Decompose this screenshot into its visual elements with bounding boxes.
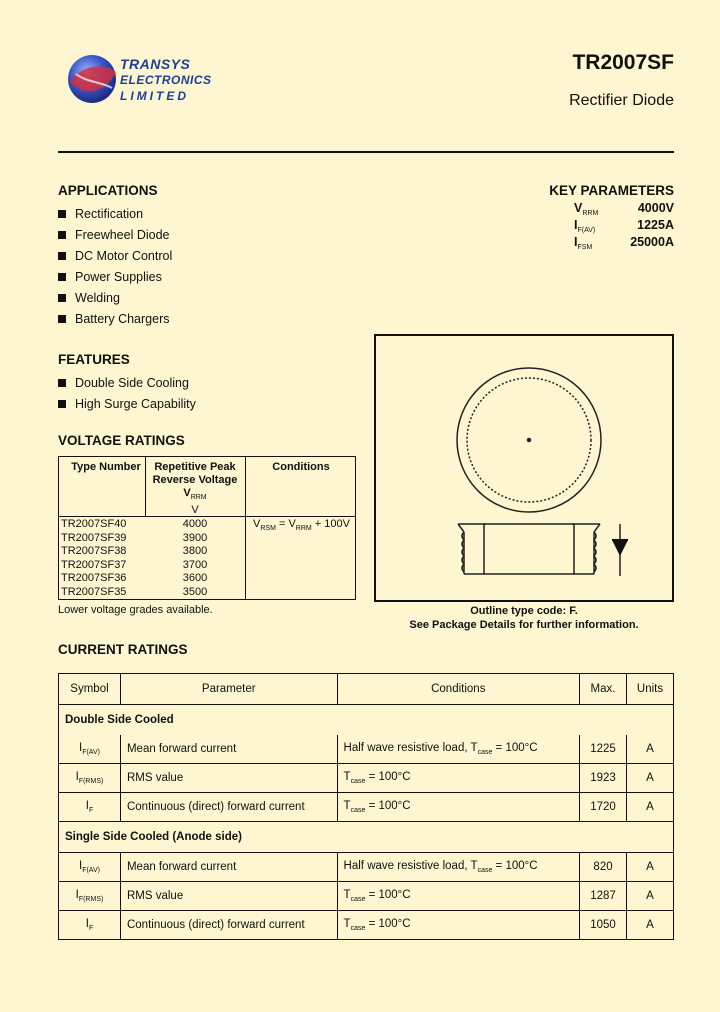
list-item: High Surge Capability	[58, 393, 196, 414]
list-item: Battery Chargers	[58, 308, 172, 329]
key-parameters-heading: KEY PARAMETERS	[549, 183, 674, 198]
company-logo	[66, 52, 212, 108]
column-header-voltage: Repetitive Peak Reverse Voltage $V_{RRM}$ V	[152, 461, 238, 516]
header-divider	[58, 151, 674, 153]
bullet-icon	[58, 273, 66, 281]
globe-logo-icon	[66, 52, 118, 104]
current-ratings-table	[58, 673, 674, 940]
list-item: Welding	[58, 287, 172, 308]
outline-caption-2: See Package Details for further information.	[409, 619, 639, 631]
logo-line-3: LIMITED	[120, 89, 189, 103]
applications-heading: APPLICATIONS	[58, 183, 158, 198]
table-row-type: TR2007SF38	[61, 545, 127, 558]
package-outline-icon	[376, 336, 672, 600]
table-row: $I_{F(AV)}$ Mean forward current Half wave resistive load, $T_{case} = 100^\circ C$ 820 A	[59, 853, 674, 882]
voltage-ratings-heading: VOLTAGE RATINGS	[58, 433, 185, 448]
logo-line-1: TRANSYS	[120, 56, 191, 72]
bullet-icon	[58, 400, 66, 408]
table-row-volts: 3500	[182, 585, 208, 598]
key-parameter-row: $I_{F(AV)}$ 1225A	[574, 218, 674, 234]
logo-line-2: ELECTRONICS	[120, 73, 212, 87]
list-item: Freewheel Diode	[58, 224, 172, 245]
table-row-volts: 3800	[182, 545, 208, 558]
list-item: DC Motor Control	[58, 245, 172, 266]
voltage-note: Lower voltage grades available.	[58, 604, 213, 616]
table-section-row: Double Side Cooled	[59, 705, 674, 736]
table-row-type: TR2007SF40	[61, 518, 127, 530]
table-row: $I_F$ Continuous (direct) forward current $T_{case} = 100^\circ C$ 1720 A	[59, 793, 674, 822]
table-row: $I_{F(AV)}$ Mean forward current Half wave resistive load, $T_{case} = 100^\circ C$ 1225 A	[59, 735, 674, 764]
table-row-volts: 3600	[182, 572, 208, 585]
bullet-icon	[58, 252, 66, 260]
table-row-volts: 3700	[182, 558, 208, 571]
list-item: Double Side Cooling	[58, 372, 196, 393]
table-row-type: TR2007SF36	[61, 572, 127, 585]
bullet-icon	[58, 231, 66, 239]
bullet-icon	[58, 210, 66, 218]
table-section-row: Single Side Cooled (Anode side)	[59, 822, 674, 853]
table-row-type: TR2007SF37	[61, 558, 127, 571]
table-row-type: TR2007SF35	[61, 585, 127, 598]
voltage-condition: $V_{RSM} = V_{RRM} + 100V$	[253, 518, 350, 532]
product-type: Rectifier Diode	[569, 92, 674, 109]
key-parameter-row: $V_{RRM}$ 4000V	[574, 201, 674, 217]
table-row-volts: 3900	[182, 531, 208, 544]
outline-drawing-frame	[374, 334, 674, 602]
bullet-icon	[58, 379, 66, 387]
features-heading: FEATURES	[58, 352, 130, 367]
table-row-volts: 4000	[182, 518, 208, 530]
features-list	[58, 372, 196, 414]
outline-caption-1: Outline type code: F.	[470, 605, 578, 617]
table-row: $I_{F(RMS)}$ RMS value $T_{case} = 100^\circ C$ 1923 A	[59, 764, 674, 793]
list-item: Power Supplies	[58, 266, 172, 287]
voltage-ratings-table	[58, 456, 356, 600]
part-number: TR2007SF	[572, 51, 674, 74]
list-item: Rectification	[58, 203, 172, 224]
table-row: $I_{F(RMS)}$ RMS value $T_{case} = 100^\circ C$ 1287 A	[59, 882, 674, 911]
bullet-icon	[58, 315, 66, 323]
key-parameters-list	[574, 201, 674, 252]
bullet-icon	[58, 294, 66, 302]
table-header-row: Symbol Parameter Conditions Max. Units	[59, 674, 674, 705]
column-header-type: Type Number	[71, 461, 141, 473]
table-row-type: TR2007SF39	[61, 531, 127, 544]
table-row: $I_F$ Continuous (direct) forward current $T_{case} = 100^\circ C$ 1050 A	[59, 911, 674, 940]
current-ratings-heading: CURRENT RATINGS	[58, 642, 188, 657]
applications-list	[58, 203, 172, 329]
key-parameter-row: $I_{FSM}$ 25000A	[574, 235, 674, 251]
column-header-conditions: Conditions	[272, 461, 330, 473]
